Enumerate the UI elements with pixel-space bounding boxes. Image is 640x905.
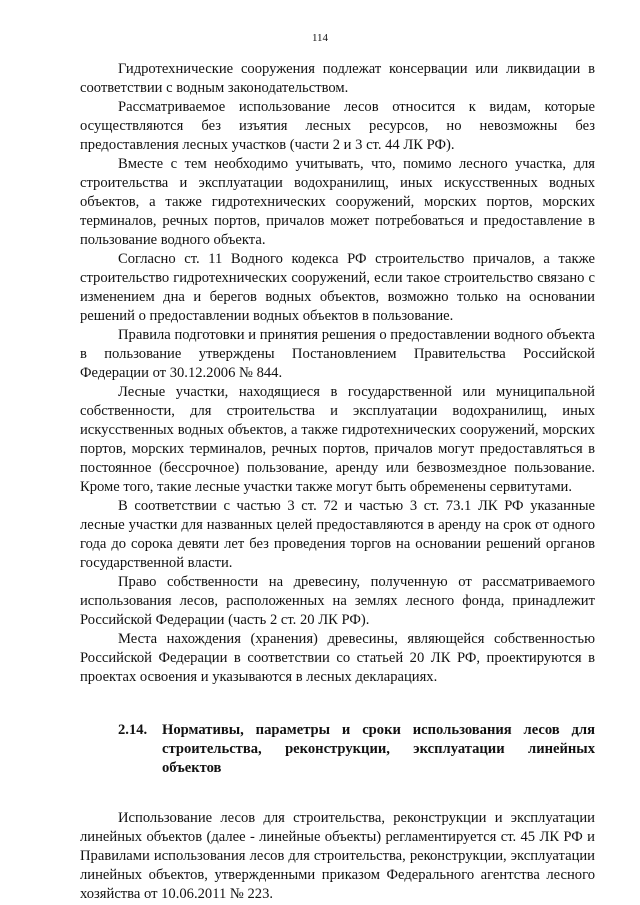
paragraph: Места нахождения (хранения) древесины, являющейся собственностью Российской Федерации в соответствии со статьей 20 ЛК РФ, проектируются в проектах освоения и указываются в лесных декларациях.: [80, 631, 595, 685]
paragraph: Вместе с тем необходимо учитывать, что, помимо лесного участка, для строительства и эксплуатации водохранилищ, иных искусственных водных объектов, а также гидротехнических сооружений, морских портов, морских терминалов, речных портов, причалов может потребоваться и предоставление в пользование водного объекта.: [80, 156, 595, 248]
paragraph: Лесные участки, находящиеся в государственной или муниципальной собственности, для строительства и эксплуатации водохранилищ, иных искусственных водных объектов, а также гидротехнических сооружений, морских портов, морских терминалов, речных портов, причалов могут предоставляться в постоянное (бессрочное) пользование, аренду или безвозмездное пользование. Кроме того, такие лесные участки также могут быть обременены сервитутами.: [80, 384, 595, 495]
section-heading: [80, 721, 595, 778]
paragraph: Право собственности на древесину, полученную от рассматриваемого использования лесов, расположенных на землях лесного фонда, принадлежит Российской Федерации (часть 2 ст. 20 ЛК РФ).: [80, 574, 595, 628]
paragraph: Использование лесов для строительства, реконструкции и эксплуатации линейных объектов (далее - линейные объекты) регламентируется ст. 45 ЛК РФ и Правилами использования лесов для строительства, реконструкции, эксплуатации линейных объектов, утвержденными приказом Федерального агентства лесного хозяйства от 10.06.2011 № 223.: [80, 810, 595, 902]
paragraph: Рассматриваемое использование лесов относится к видам, которые осуществляются без изъятия лесных ресурсов, но невозможны без предоставления лесных участков (части 2 и 3 ст. 44 ЛК РФ).: [80, 99, 595, 153]
paragraphs-before: [80, 60, 595, 687]
paragraph: Гидротехнические сооружения подлежат консервации или ликвидации в соответствии с водным законодательством.: [80, 61, 595, 96]
paragraph: Согласно ст. 11 Водного кодекса РФ строительство причалов, а также строительство гидротехнических сооружений, если такое строительство связано с изменением дна и берегов водных объектов, возможно только на основании решений о предоставлении водных объектов в пользование.: [80, 251, 595, 324]
paragraph: Правила подготовки и принятия решения о предоставлении водного объекта в пользование утверждены Постановлением Правительства Российской Федерации от 30.12.2006 № 844.: [80, 327, 595, 381]
paragraph: В соответствии с частью 3 ст. 72 и частью 3 ст. 73.1 ЛК РФ указанные лесные участки для названных целей предоставляются в аренду на срок от одного года до сорока девяти лет без проведения торгов на основании решений органов государственной власти.: [80, 498, 595, 571]
page-number: 114: [311, 32, 329, 44]
section-title: Нормативы, параметры и сроки использования лесов для строительства, реконструкции, эксплуатации линейных объектов: [162, 722, 595, 776]
section-number: 2.14.: [118, 722, 148, 738]
paragraphs-after: [80, 809, 595, 904]
document-body: [80, 60, 595, 904]
